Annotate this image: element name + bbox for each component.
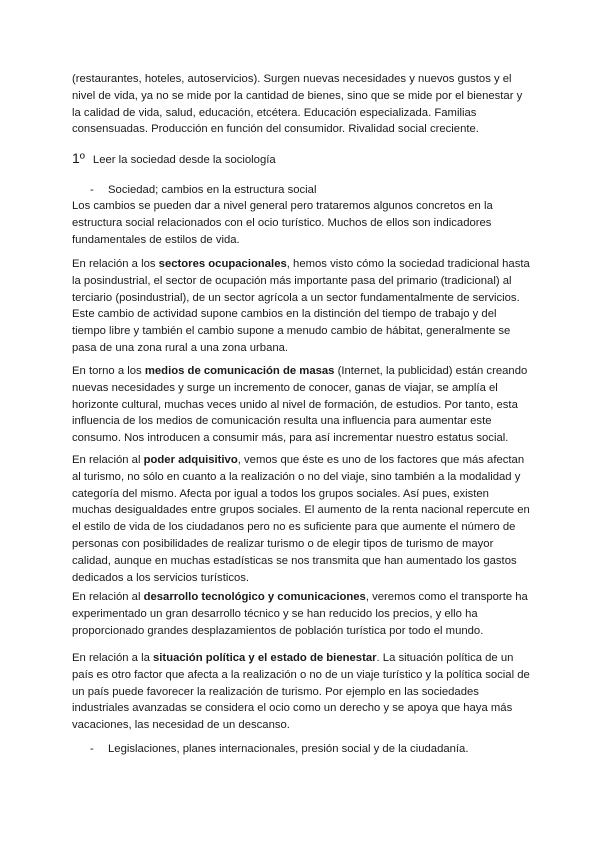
paragraph-mass-media [72, 363, 530, 447]
paragraph-intro: (restaurantes, hoteles, autoservicios). Surgen nuevas necesidades y nuevos gustos y el nivel de vida, ya no se mide por la cantidad de bienes, sino que se mide por el bienestar y la calidad de vida, salud, educación, etcétera. Educación especializada. Familias consensuadas. Producción en función del consumidor. Rivalidad social creciente. [72, 73, 523, 136]
paragraph-changes: Los cambios se pueden dar a nivel general pero trataremos algunos concretos en la estructura social relacionados con el ocio turístico. Muchos de ellos son indicadores fundamentales de estilos de vida. [72, 200, 493, 246]
text-run: . La situación política de un país es otro factor que afecta a la realización o no de un viaje turístico y la política social de un país puede favorecer la realización de turismo. Por ejemplo en las sociedades industriales avanzadas se considera el ocio como un derecho y se apoya que haya más vacaciones, las necesidad de un descanso. [72, 652, 530, 732]
bullet-item-structure [90, 182, 316, 198]
bold-term: situación política y el estado de bienestar [153, 652, 377, 664]
text-run: En relación al [72, 591, 144, 603]
text-run: , vemos que éste es uno de los factores que más afectan al turismo, no sólo en cuanto a la realización o no del viaje, sino también a la modalidad y categoría del mismo. Afecta por igual a todos los grupos sociales. Así pues, existen muchas desigualdades entre grupos sociales. El aumento de la renta nacional repercute en el estilo de vida de los ciudadanos pero no es suficiente para que aumente el número de personas con posibilidades de realizar turismo o de elegir tipos de turismo de mayor calidad, aunque en muchas estadísticas se nos transmita que han aumentado los gastos dedicados a los servicios turísticos. [72, 454, 530, 584]
text-run: En torno a los [72, 365, 145, 377]
bullet-text: Sociedad; cambios en la estructura social [108, 184, 317, 196]
text-run: (Internet, la publicidad) están creando nuevas necesidades y surge un incremento de conocer, ganas de viajar, se amplía el horizonte cultural, muchas veces unido al nivel de formación, de estudios. Por tanto, esta influencia de los medios de comunicación resulta una influencia para aumentar este consumo. Nos introducen a consumir más, para así incrementar nuestro estatus social. [72, 365, 528, 445]
bold-term: sectores ocupacionales [158, 258, 287, 270]
section-heading [72, 150, 276, 168]
bold-term: poder adquisitivo [143, 454, 238, 466]
text-run: En relación al [72, 454, 144, 466]
bold-term: medios de comunicación de masas [144, 365, 335, 377]
text-run: En relación a los [72, 258, 159, 270]
text-run: , hemos visto cómo la sociedad tradicional hasta la posindustrial, el sector de ocupación más importante pasa del primario (tradicional) al terciario (posindustrial), de un sector agrícola a un sector fundamentalmente de servicios. Este cambio de actividad supone cambios en la distinción del tiempo de trabajo y del tiempo libre y también el cambio supone a menudo cambio de hábitat, generalmente se pasa de una zona rural a una zona urbana. [72, 258, 530, 354]
paragraph-purchasing-power [72, 452, 530, 586]
paragraph-technology [72, 589, 530, 639]
paragraph-political-situation [72, 650, 530, 734]
bullet-dash: - [90, 743, 94, 755]
paragraph-occupational-sectors [72, 256, 530, 357]
bold-term: desarrollo tecnológico y comunicaciones [143, 591, 366, 603]
section-number: 1º [72, 150, 85, 166]
text-run: En relación a la [72, 652, 154, 664]
bullet-dash: - [90, 184, 94, 196]
text-run: , veremos como el transporte ha experimentado un gran desarrollo técnico y se han reducido los precios, y ello ha proporcionado grandes desplazamientos de población turística por todo el mundo. [72, 591, 528, 637]
bullet-item-legislation [90, 741, 468, 757]
section-title: Leer la sociedad desde la sociología [92, 154, 276, 166]
bullet-text: Legislaciones, planes internacionales, presión social y de la ciudadanía. [108, 743, 469, 755]
